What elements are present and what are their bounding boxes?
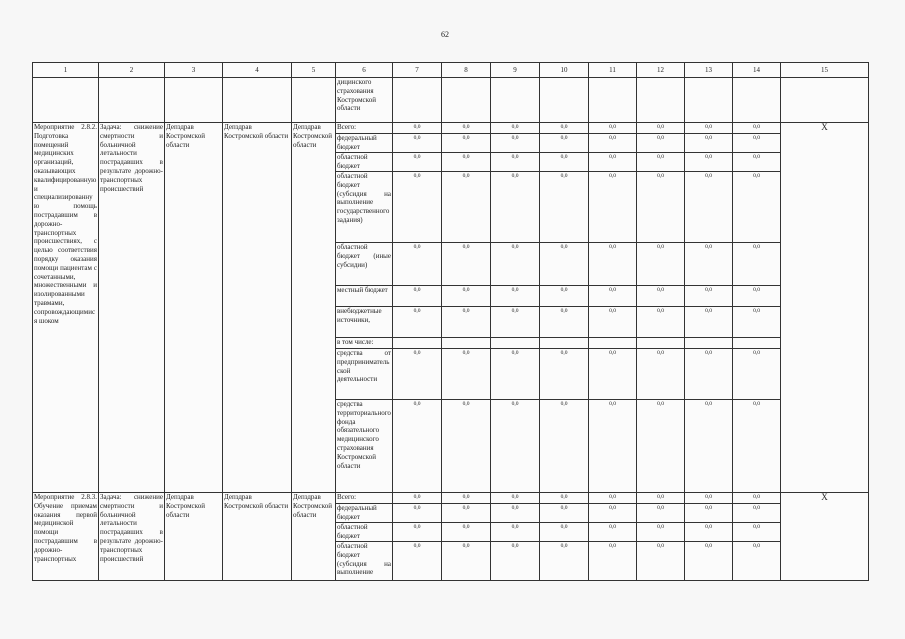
task-description: Задача: снижение смертности и больничной летальности пострадавших в результате дорожно-транспортных происшествий: [99, 493, 165, 581]
value-cell: 0,0: [442, 123, 491, 134]
result-mark: X: [781, 123, 869, 493]
value-cell: [393, 338, 442, 349]
header-col-10: 10: [540, 63, 589, 78]
value-cell: 0,0: [442, 243, 491, 286]
funding-source: областной бюджет (субсидия на выполнение государственного задания): [336, 172, 393, 243]
value-cell: 0,0: [393, 243, 442, 286]
value-cell: 0,0: [393, 349, 442, 400]
header-col-1: 1: [33, 63, 99, 78]
value-cell: 0,0: [491, 153, 540, 172]
value-cell: 0,0: [393, 172, 442, 243]
empty-cell: [292, 78, 336, 123]
value-cell: 0,0: [589, 504, 637, 523]
funding-source: средства территориального фонда обязательного медицинского страхования Костромской области: [336, 400, 393, 493]
value-cell: 0,0: [540, 286, 589, 307]
header-col-3: 3: [165, 63, 223, 78]
source-label: дицинского страхования Костромской области: [336, 78, 393, 123]
value-cell: 0,0: [589, 172, 637, 243]
header-col-6: 6: [336, 63, 393, 78]
value-cell: 0,0: [637, 307, 685, 338]
value-cell: 0,0: [393, 134, 442, 153]
value-cell: 0,0: [491, 286, 540, 307]
value-cell: 0,0: [637, 523, 685, 542]
value-cell: [442, 338, 491, 349]
funding-source: Всего:: [336, 493, 393, 504]
value-cell: 0,0: [733, 286, 781, 307]
funding-source: Всего:: [336, 123, 393, 134]
value-cell: 0,0: [393, 286, 442, 307]
value-cell: 0,0: [733, 504, 781, 523]
value-cell: 0,0: [685, 400, 733, 493]
value-cell: 0,0: [733, 134, 781, 153]
header-col-9: 9: [491, 63, 540, 78]
value-cell: [491, 338, 540, 349]
value-cell: 0,0: [589, 134, 637, 153]
value-cell: 0,0: [589, 542, 637, 581]
funding-source: областной бюджет: [336, 153, 393, 172]
value-cell: 0,0: [393, 307, 442, 338]
value-cell: 0,0: [637, 542, 685, 581]
value-cell: 0,0: [733, 243, 781, 286]
value-cell: 0,0: [491, 493, 540, 504]
value-cell: 0,0: [491, 172, 540, 243]
value-cell: 0,0: [442, 504, 491, 523]
value-cell: 0,0: [589, 307, 637, 338]
value-cell: 0,0: [637, 123, 685, 134]
value-cell: 0,0: [540, 493, 589, 504]
value-cell: 0,0: [733, 123, 781, 134]
table-row: [33, 493, 869, 504]
value-cell: 0,0: [637, 243, 685, 286]
value-cell: 0,0: [442, 542, 491, 581]
value-cell: 0,0: [685, 542, 733, 581]
funding-source: средства от предпринимательской деятельности: [336, 349, 393, 400]
value-cell: 0,0: [442, 493, 491, 504]
value-cell: 0,0: [393, 153, 442, 172]
value-cell: [733, 338, 781, 349]
responsible-executor: Депздрав Костромской области: [165, 123, 223, 493]
empty-cell: [393, 78, 442, 123]
empty-cell: [223, 78, 292, 123]
value-cell: 0,0: [685, 349, 733, 400]
value-cell: 0,0: [442, 172, 491, 243]
value-cell: 0,0: [685, 243, 733, 286]
participant: Депздрав Костромской области: [292, 493, 336, 581]
value-cell: 0,0: [685, 504, 733, 523]
header-col-2: 2: [99, 63, 165, 78]
value-cell: 0,0: [637, 349, 685, 400]
header-col-4: 4: [223, 63, 292, 78]
empty-cell: [637, 78, 685, 123]
value-cell: 0,0: [393, 504, 442, 523]
value-cell: 0,0: [733, 542, 781, 581]
funding-source: федеральный бюджет: [336, 504, 393, 523]
value-cell: 0,0: [637, 400, 685, 493]
measure-title: Мероприятие 2.8.2. Подготовка помещений медицинских организаций, оказывающих квалифицированную и специализированную помощь пострадавшим в дорожно-транспортных происшествиях, с целью соответствия порядку оказания помощи пациентам с сочетанными, множественными и изолированными травмами, сопровождающимися шоком: [33, 123, 99, 493]
empty-cell: [733, 78, 781, 123]
empty-cell: [442, 78, 491, 123]
value-cell: 0,0: [733, 172, 781, 243]
header-col-12: 12: [637, 63, 685, 78]
value-cell: [589, 338, 637, 349]
value-cell: [685, 338, 733, 349]
co-executor: Депздрав Костромской области: [223, 123, 292, 493]
value-cell: 0,0: [393, 542, 442, 581]
value-cell: 0,0: [442, 307, 491, 338]
value-cell: 0,0: [540, 349, 589, 400]
value-cell: 0,0: [442, 400, 491, 493]
empty-cell: [781, 78, 869, 123]
value-cell: 0,0: [393, 523, 442, 542]
empty-cell: [589, 78, 637, 123]
funding-source: федеральный бюджет: [336, 134, 393, 153]
value-cell: 0,0: [491, 523, 540, 542]
responsible-executor: Депздрав Костромской области: [165, 493, 223, 581]
value-cell: 0,0: [685, 523, 733, 542]
value-cell: 0,0: [540, 172, 589, 243]
value-cell: [637, 338, 685, 349]
value-cell: 0,0: [589, 493, 637, 504]
value-cell: 0,0: [491, 400, 540, 493]
value-cell: 0,0: [589, 153, 637, 172]
value-cell: 0,0: [589, 123, 637, 134]
value-cell: 0,0: [637, 134, 685, 153]
value-cell: 0,0: [685, 153, 733, 172]
value-cell: 0,0: [637, 172, 685, 243]
value-cell: 0,0: [393, 400, 442, 493]
value-cell: 0,0: [685, 123, 733, 134]
value-cell: 0,0: [540, 504, 589, 523]
value-cell: 0,0: [733, 307, 781, 338]
value-cell: 0,0: [589, 523, 637, 542]
value-cell: 0,0: [442, 286, 491, 307]
value-cell: [540, 338, 589, 349]
value-cell: 0,0: [589, 349, 637, 400]
value-cell: 0,0: [589, 400, 637, 493]
value-cell: 0,0: [540, 134, 589, 153]
value-cell: 0,0: [540, 307, 589, 338]
value-cell: 0,0: [491, 542, 540, 581]
empty-cell: [165, 78, 223, 123]
budget-table: [32, 62, 869, 581]
value-cell: 0,0: [733, 523, 781, 542]
funding-source: областной бюджет (субсидия на выполнение: [336, 542, 393, 581]
value-cell: 0,0: [733, 349, 781, 400]
funding-source: областной бюджет (иные субсидии): [336, 243, 393, 286]
funding-source: в том числе:: [336, 338, 393, 349]
value-cell: 0,0: [733, 493, 781, 504]
header-col-7: 7: [393, 63, 442, 78]
header-row: [33, 63, 869, 78]
value-cell: 0,0: [540, 523, 589, 542]
task-description: Задача: снижение смертности и больничной летальности пострадавших в результате дорожно-транспортных происшествий: [99, 123, 165, 493]
value-cell: 0,0: [540, 400, 589, 493]
value-cell: 0,0: [442, 134, 491, 153]
empty-cell: [33, 78, 99, 123]
page-number: 62: [441, 30, 449, 39]
value-cell: 0,0: [491, 307, 540, 338]
value-cell: 0,0: [540, 542, 589, 581]
value-cell: 0,0: [491, 134, 540, 153]
value-cell: 0,0: [637, 504, 685, 523]
value-cell: 0,0: [442, 153, 491, 172]
value-cell: 0,0: [393, 123, 442, 134]
funding-source: внебюджетные источники,: [336, 307, 393, 338]
header-col-5: 5: [292, 63, 336, 78]
value-cell: 0,0: [540, 123, 589, 134]
value-cell: 0,0: [637, 153, 685, 172]
value-cell: 0,0: [685, 172, 733, 243]
value-cell: 0,0: [442, 349, 491, 400]
value-cell: 0,0: [733, 400, 781, 493]
measure-title: Мероприятие 2.8.3. Обучение приемам оказания первой медицинской помощи пострадавшим в дорожно-транспортных: [33, 493, 99, 581]
value-cell: 0,0: [540, 243, 589, 286]
empty-cell: [685, 78, 733, 123]
value-cell: 0,0: [589, 243, 637, 286]
header-col-13: 13: [685, 63, 733, 78]
header-col-11: 11: [589, 63, 637, 78]
value-cell: 0,0: [685, 286, 733, 307]
value-cell: 0,0: [393, 493, 442, 504]
value-cell: 0,0: [685, 493, 733, 504]
value-cell: 0,0: [589, 286, 637, 307]
value-cell: 0,0: [733, 153, 781, 172]
value-cell: 0,0: [491, 504, 540, 523]
empty-cell: [491, 78, 540, 123]
funding-source: местный бюджет: [336, 286, 393, 307]
empty-cell: [99, 78, 165, 123]
table-row: [33, 78, 869, 123]
header-col-8: 8: [442, 63, 491, 78]
value-cell: 0,0: [491, 349, 540, 400]
value-cell: 0,0: [491, 243, 540, 286]
value-cell: 0,0: [540, 153, 589, 172]
value-cell: 0,0: [637, 493, 685, 504]
value-cell: 0,0: [637, 286, 685, 307]
value-cell: 0,0: [685, 307, 733, 338]
table-row: [33, 123, 869, 134]
co-executor: Депздрав Костромской области: [223, 493, 292, 581]
participant: Депздрав Костромской области: [292, 123, 336, 493]
value-cell: 0,0: [491, 123, 540, 134]
empty-cell: [540, 78, 589, 123]
value-cell: 0,0: [442, 523, 491, 542]
result-mark: X: [781, 493, 869, 581]
header-col-15: 15: [781, 63, 869, 78]
value-cell: 0,0: [685, 134, 733, 153]
funding-source: областной бюджет: [336, 523, 393, 542]
header-col-14: 14: [733, 63, 781, 78]
